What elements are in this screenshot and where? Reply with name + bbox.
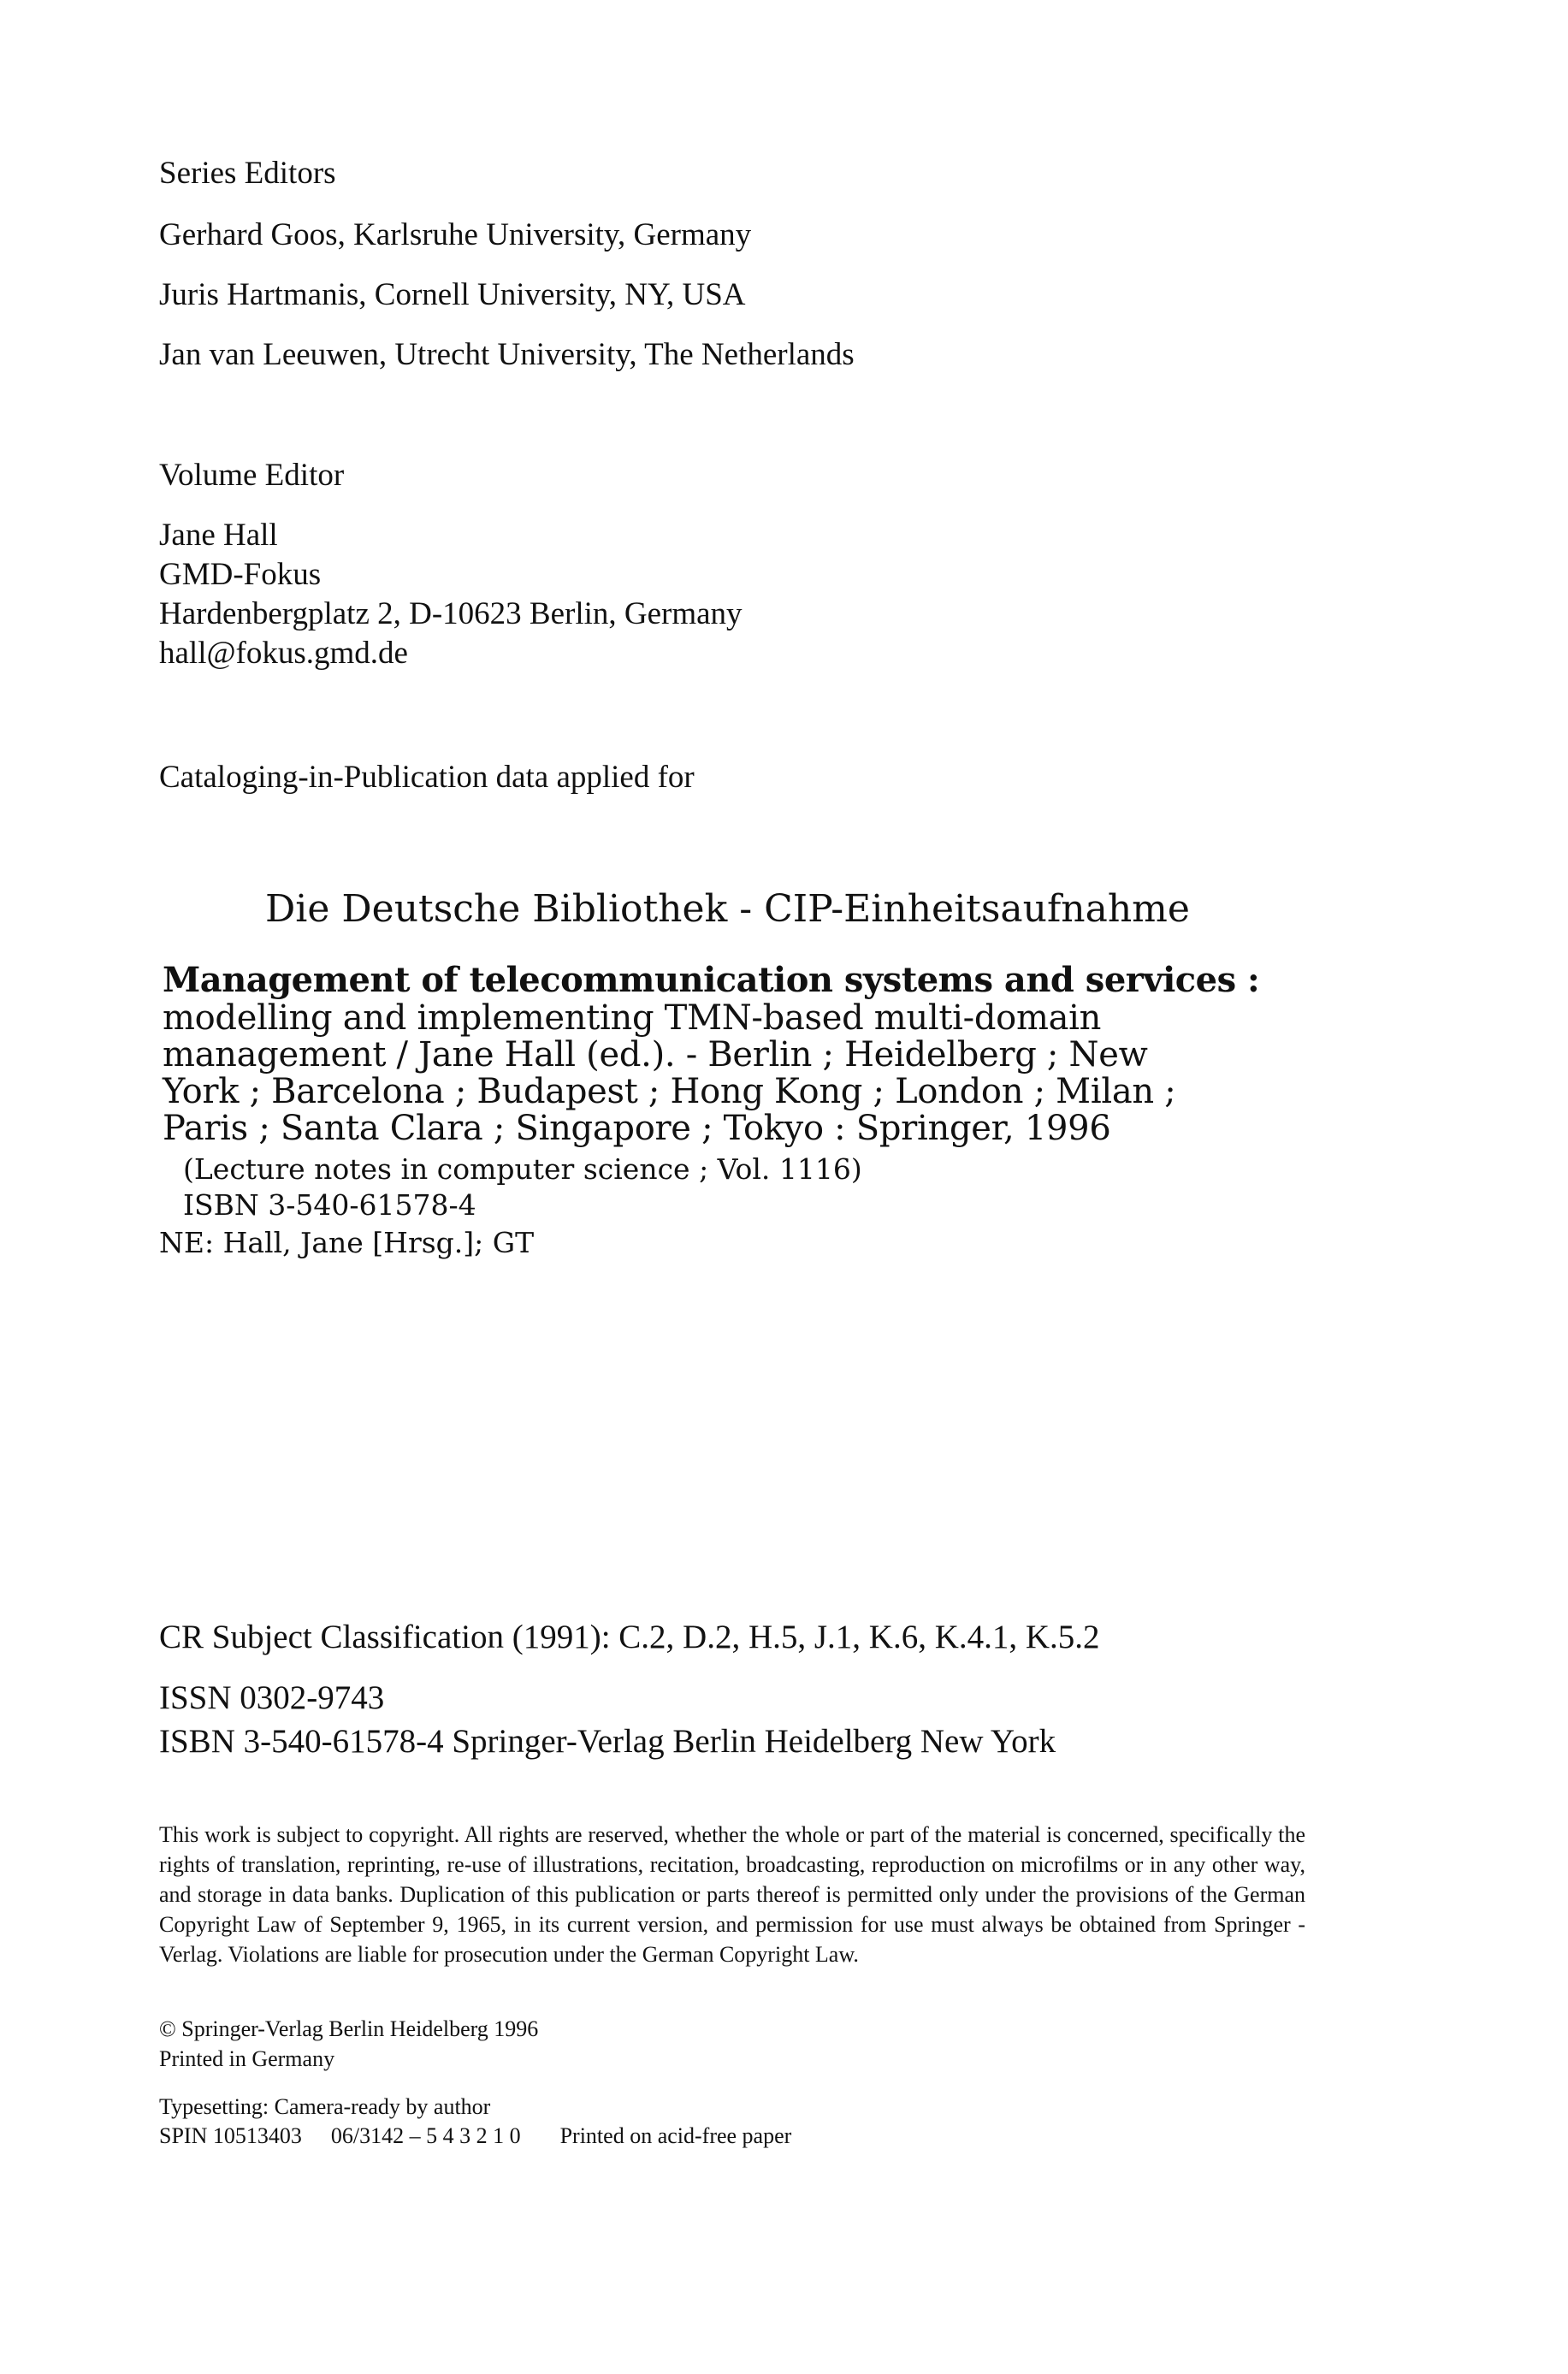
volume-editor-email: hall@fokus.gmd.de	[159, 636, 408, 671]
copyright-line: © Springer-Verlag Berlin Heidelberg 1996	[159, 2016, 539, 2041]
cip-line-4: Paris ; Santa Clara ; Singapore ; Tokyo : Springer, 1996	[163, 1109, 1111, 1148]
series-editor-hartmanis: Juris Hartmanis, Cornell University, NY, USA	[159, 277, 746, 312]
cataloging-note: Cataloging-in-Publication data applied for	[159, 760, 695, 795]
isbn: ISBN 3-540-61578-4 Springer-Verlag Berlin Heidelberg New York	[159, 1723, 1056, 1760]
cip-series-note: (Lecture notes in computer science ; Vol. 1116)	[183, 1152, 862, 1186]
cr-classification: CR Subject Classification (1991): C.2, D.2, H.5, J.1, K.6, K.4.1, K.5.2	[159, 1619, 1100, 1655]
volume-editor-org: GMD-Fokus	[159, 557, 322, 592]
spin-line	[159, 2125, 791, 2147]
volume-editor-address: Hardenbergplatz 2, D-10623 Berlin, Germany	[159, 596, 743, 631]
cip-line-2: management / Jane Hall (ed.). - Berlin ; Heidelberg ; New	[163, 1035, 1148, 1075]
issn: ISSN 0302-9743	[159, 1679, 385, 1716]
cip-isbn: ISBN 3-540-61578-4	[183, 1188, 476, 1222]
cip-line-3: York ; Barcelona ; Budapest ; Hong Kong ; London ; Milan ;	[163, 1072, 1176, 1111]
cip-line-1: modelling and implementing TMN-based multi-domain	[163, 998, 1102, 1038]
spin-number: SPIN 10513403	[159, 2123, 302, 2148]
series-editor-van-leeuwen: Jan van Leeuwen, Utrecht University, The Netherlands	[159, 337, 855, 372]
series-editor-goos: Gerhard Goos, Karlsruhe University, Germany	[159, 217, 752, 252]
spin-code: 06/3142 – 5 4 3 2 1 0	[330, 2123, 521, 2148]
printed-in: Printed in Germany	[159, 2046, 335, 2071]
volume-editor-name: Jane Hall	[159, 518, 278, 553]
copyright-notice: This work is subject to copyright. All rights are reserved, whether the whole or part of the material is concerned, specifically the rights of translation, reprinting, re-use of illustrations, recitation, broadcasting, reproduction on microfilms or in any other way, and storage in data banks. Duplication of this publication or parts thereof is permitted only under the provisions of the German Copyright Law of September 9, 1965, in its current version, and permission for use must always be obtained from Springer -Verlag. Violations are liable for prosecution under the German Copyright Law.	[159, 1822, 1305, 1967]
cip-heading: Die Deutsche Bibliothek - CIP-Einheitsaufnahme	[265, 887, 1190, 931]
volume-editor-heading: Volume Editor	[159, 458, 345, 493]
series-editors-heading: Series Editors	[159, 156, 336, 191]
acid-free-note: Printed on acid-free paper	[559, 2123, 792, 2148]
cip-title: Management of telecommunication systems and services :	[163, 960, 1260, 1000]
cip-ne: NE: Hall, Jane [Hrsg.]; GT	[159, 1226, 535, 1259]
typesetting: Typesetting: Camera-ready by author	[159, 2094, 491, 2119]
